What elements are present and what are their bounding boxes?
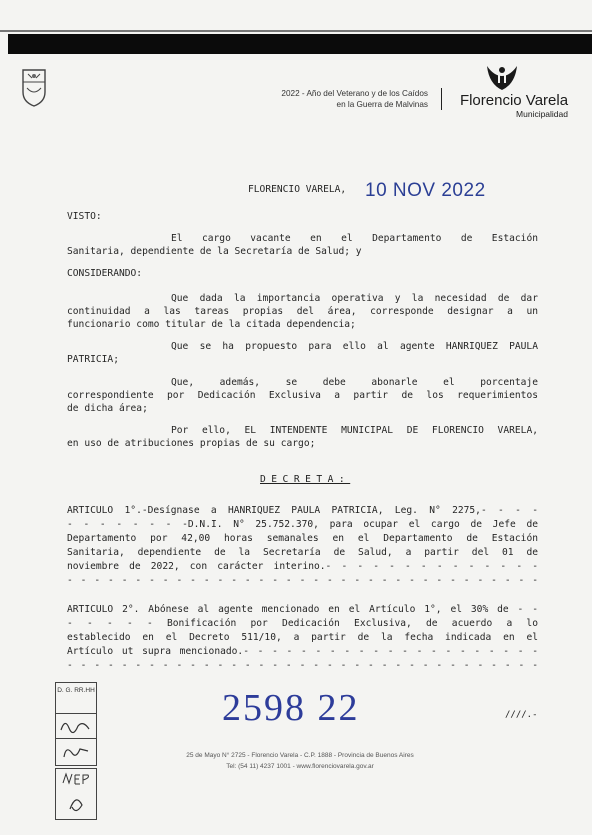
footer-contact: Tel: (54 11) 4237 1001 - www.florenciovarela.gov.ar [226,763,374,770]
brand-subtitle: Municipalidad [516,109,568,119]
header-divider [441,88,442,110]
municipal-shield-icon [20,68,48,108]
article-1-line: Departamento por 42,00 horas semanales en el Departamento de Estación [67,533,538,544]
considerando-line: de dicha área; [67,403,148,414]
considerando-line: funcionario como titular de la citada dependencia; [67,319,356,330]
initials-box [55,738,97,766]
scan-edge-line [0,30,592,32]
article-1-line: ARTICULO 1°.-Desígnase a HANRIQUEZ PAULA PATRICIA, Leg. N° 2275,- - - - [67,505,538,516]
article-2-line: Artículo ut supra mencionado.- - - - - - - - - - - - - - - - - - - - - [67,646,538,657]
motto-line-2: en la Guerra de Malvinas [336,100,428,109]
initials-box [55,713,97,739]
scan-top-bar [8,34,592,54]
handwritten-initials-icon [56,714,96,738]
considerando-line: Que se ha propuesto para ello al agente HANRIQUEZ PAULA [171,341,538,352]
brand-name: Florencio Varela [459,92,569,109]
considerando-label: CONSIDERANDO: [67,268,143,279]
article-1-line: - - - - - - - - - - - - - - - - - - - - - - - - - - - - - - - - - - - [67,575,538,586]
visto-line: El cargo vacante en el Departamento de Estación [171,233,538,244]
article-2-line: ARTICULO 2°. Abónese al agente mencionado en el Artículo 1°, el 30% de - - [67,604,538,615]
considerando-line: continuidad a las tareas propias del área, corresponde designar a un [67,306,538,317]
article-2-line: - - - - - Bonificación por Dedicación Exclusiva, de acuerdo a lo [67,618,538,629]
visto-line: Sanitaria, dependiente de la Secretaría de Salud; y [67,246,362,257]
initials-box [55,768,97,820]
considerando-line: PATRICIA; [67,354,119,365]
decreta-heading: DECRETA: [260,474,351,485]
considerando-line: correspondiente por Dedicación Exclusiva a partir de los requerimientos [67,390,538,401]
considerando-line: Que, además, se debe abonarle el porcentaje [171,377,538,388]
motto-line-1: 2022 - Año del Veterano y de los Caídos [281,89,428,98]
florencio-varela-logo-icon [485,62,519,92]
visto-label: VISTO: [67,211,102,222]
article-2-line: - - - - - - - - - - - - - - - - - - - - - - - - - - - - - - - - - - - [67,660,538,671]
continuation-mark: ////.- [505,710,538,720]
handwritten-initials-icon [56,769,96,819]
initials-stamp-column [55,682,97,832]
header-motto [236,88,428,110]
article-1-line: Sanitaria, dependiente de la Secretaría de Salud, a partir del 01 de [67,547,538,558]
article-1-line: noviembre de 2022, con carácter interino.- - - - - - - - - - - - - - [67,561,538,572]
considerando-line: Que dada la importancia operativa y la necesidad de dar [171,293,538,304]
decree-number: 2598 22 [222,687,360,729]
article-1-line: - - - - - - - -D.N.I. N° 25.752.370, para ocupar el cargo de Jefe de [67,519,538,530]
handwritten-initials-icon [56,739,96,765]
considerando-line: Por ello, EL INTENDENTE MUNICIPAL DE FLORENCIO VARELA, [171,425,538,436]
article-2-line: establecido en el Decreto 511/10, a partir de la fecha indicada en el [67,632,538,643]
date-place: FLORENCIO VARELA, [248,184,347,195]
considerando-line: en uso de atribuciones propias de su cargo; [67,438,316,449]
rrhh-stamp-label: D. G. RR.HH [57,687,95,694]
footer-address: 25 de Mayo N° 2725 - Florencio Varela - C.P. 1888 - Provincia de Buenos Aires [186,752,414,759]
rrhh-stamp-box [55,682,97,714]
date-stamp: 10 NOV 2022 [365,180,486,201]
